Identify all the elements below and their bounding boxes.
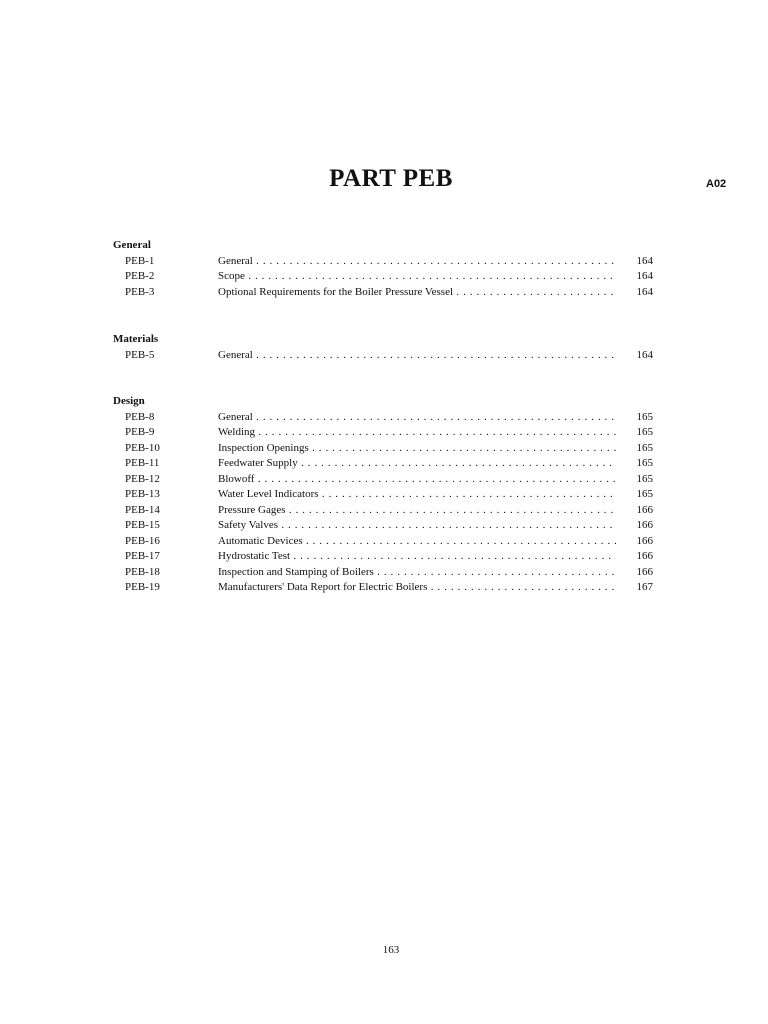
toc-number: PEB-14 xyxy=(125,503,160,516)
section-heading: Materials xyxy=(113,333,159,345)
toc-number: PEB-1 xyxy=(125,254,155,267)
toc-number: PEB-10 xyxy=(125,441,160,454)
section-materials xyxy=(113,332,655,363)
toc-row[interactable] xyxy=(113,425,655,441)
toc-number: PEB-12 xyxy=(125,472,160,485)
toc-page: 165 xyxy=(636,488,653,500)
toc-number: PEB-8 xyxy=(125,410,155,423)
toc-number: PEB-15 xyxy=(125,519,160,531)
toc-row[interactable] xyxy=(113,518,655,534)
toc-title: General . . . xyxy=(218,410,616,426)
section-design xyxy=(113,394,655,596)
toc-page: 166 xyxy=(636,565,653,578)
toc-row[interactable] xyxy=(113,456,655,472)
toc-row[interactable] xyxy=(113,441,655,457)
toc-number: PEB-9 xyxy=(125,426,155,438)
toc-row[interactable] xyxy=(113,285,655,301)
toc-row[interactable] xyxy=(113,269,655,285)
toc-title: Optional Requirements for the Boiler Pressure Vessel . . . xyxy=(218,285,616,301)
toc-title: Automatic Devices . . . xyxy=(218,534,616,550)
toc-page: 164 xyxy=(636,285,653,298)
toc-number: PEB-17 xyxy=(125,550,160,562)
toc-title: Pressure Gages . . . xyxy=(218,503,616,519)
toc-number: PEB-5 xyxy=(125,348,155,361)
toc-title: General . . . xyxy=(218,348,616,364)
toc-number: PEB-3 xyxy=(125,285,155,298)
section-heading: General xyxy=(113,239,151,251)
toc-page: 164 xyxy=(636,270,653,282)
toc-title: Water Level Indicators . . . xyxy=(218,487,616,503)
toc-page: 165 xyxy=(636,426,653,438)
revision-mark: A02 xyxy=(706,178,727,190)
toc-number: PEB-18 xyxy=(125,565,160,578)
toc-page: 164 xyxy=(636,254,653,267)
section-general xyxy=(113,238,655,300)
toc-number: PEB-16 xyxy=(125,534,160,547)
section-heading: Design xyxy=(113,395,145,407)
toc-page: 165 xyxy=(636,441,653,454)
toc-row[interactable] xyxy=(113,410,655,426)
page-title: PART PEB xyxy=(329,165,453,192)
toc-row[interactable] xyxy=(113,503,655,519)
toc-title: General . . . xyxy=(218,254,616,270)
toc-row[interactable] xyxy=(113,534,655,550)
toc-title: Scope . . . xyxy=(218,269,616,285)
toc-title: Inspection and Stamping of Boilers . . . xyxy=(218,565,616,581)
toc-row[interactable] xyxy=(113,254,655,270)
toc-title: Safety Valves . . . xyxy=(218,518,616,534)
toc-row[interactable] xyxy=(113,580,655,596)
toc-page: 165 xyxy=(636,472,653,485)
toc-number: PEB-19 xyxy=(125,581,160,593)
toc-title: Blowoff . . . xyxy=(218,472,616,488)
page-number: 163 xyxy=(382,944,400,956)
toc-page: 166 xyxy=(636,534,653,547)
toc-number: PEB-13 xyxy=(125,488,160,500)
toc-title: Feedwater Supply . . . xyxy=(218,456,616,472)
toc-page: 167 xyxy=(636,581,653,593)
toc-title: Inspection Openings . . . xyxy=(218,441,616,457)
toc-page: 165 xyxy=(636,410,653,423)
toc-page: 166 xyxy=(636,550,653,562)
toc-page: 166 xyxy=(636,503,653,516)
toc-number: PEB-2 xyxy=(125,270,155,282)
toc-title: Manufacturers' Data Report for Electric Boilers . . . xyxy=(218,580,616,596)
toc-title: Welding . . . xyxy=(218,425,616,441)
toc-row[interactable] xyxy=(113,348,655,364)
toc-page: 166 xyxy=(636,519,653,531)
toc-row[interactable] xyxy=(113,565,655,581)
toc-page: 164 xyxy=(636,348,653,361)
toc-page: 165 xyxy=(636,457,653,469)
toc-row[interactable] xyxy=(113,549,655,565)
toc-row[interactable] xyxy=(113,472,655,488)
toc-number: PEB-11 xyxy=(125,457,160,469)
toc-row[interactable] xyxy=(113,487,655,503)
toc-title: Hydrostatic Test . . . xyxy=(218,549,616,565)
